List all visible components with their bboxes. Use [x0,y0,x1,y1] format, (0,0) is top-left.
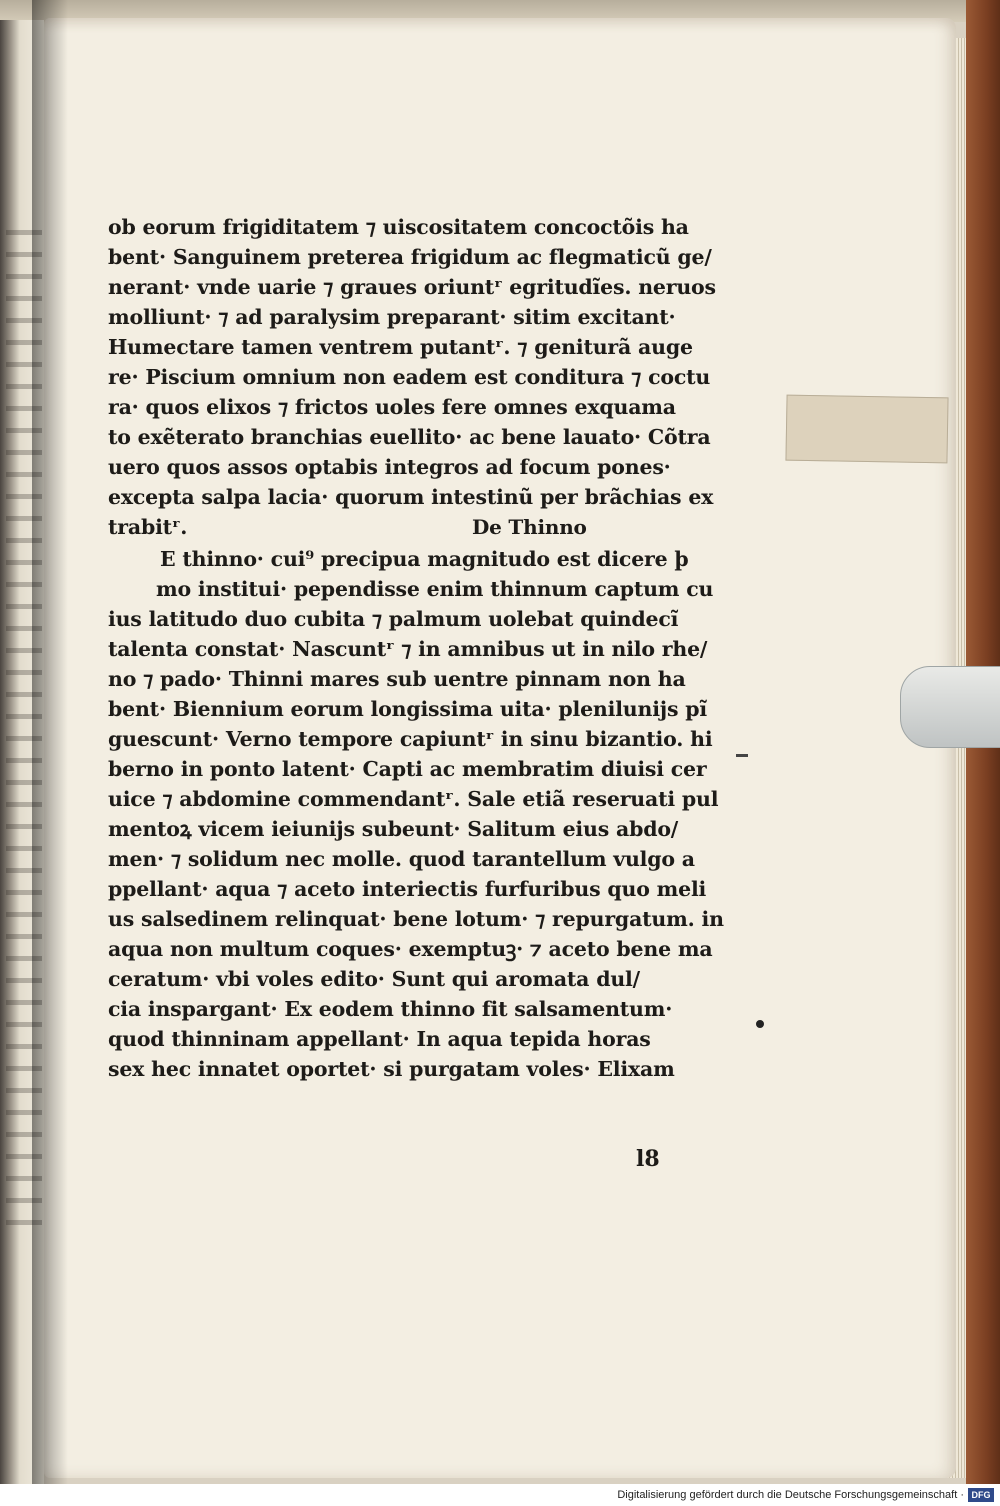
text-line: quod thinninam appellant· In aqua tepida horas [108,1027,651,1051]
margin-dash [736,754,748,757]
text-line: aqua non multum coques· exemptuꝫ· ⁊ aceto bene ma [108,937,713,961]
text-line: trabitʳ. [108,515,188,539]
text-line: bent· Sanguinem preterea frigidum ac flegmaticũ ge/ [108,245,712,269]
text-line: no ⁊ pado· Thinni mares sub uentre pinnam non ha [108,667,686,691]
text-line: sex hec innatet oportet· si purgatam voles· Elixam [108,1057,675,1081]
text-line: mo institui· pependisse enim thinnum captum cu [156,577,714,601]
text-line: mentoꝝ vicem ieiunijs subeunt· Salitum eius abdo/ [108,817,679,841]
footer-bar [0,1484,1000,1506]
paper-tab-slip [785,395,948,464]
margin-dot [756,1020,764,1028]
text-line: ius latitudo duo cubita ⁊ palmum uolebat quindecĩ [108,607,679,631]
text-line: to exẽterato branchias euellito· ac bene lauato· Cõtra [108,425,711,449]
text-line: ra· quos elixos ⁊ frictos uoles fere omnes exquama [108,395,676,419]
text-line: re· Piscium omnium non eadem est conditura ⁊ coctu [108,365,711,389]
text-line: cia inspargant· Ex eodem thinno fit salsamentum· [108,997,673,1021]
text-line: men· ⁊ solidum nec molle. quod tarantellum vulgo a [108,847,695,871]
footer-credit: Digitalisierung gefördert durch die Deutsche Forschungsgemeinschaft · [617,1489,964,1501]
folio-signature: l8 [636,1146,660,1172]
text-line: bent· Biennium eorum longissima uita· plenilunijs pĩ [108,697,708,721]
text-line: Humectare tamen ventrem putantʳ. ⁊ geniturã auge [108,335,693,359]
section-heading: De Thinno [472,515,587,539]
text-line: nerant· vnde uarie ⁊ graues oriuntʳ egritudĩes. neruos [108,275,716,299]
text-line: E thinno· cui⁹ precipua magnitudo est dicere þ [160,547,689,571]
gutter-shadow [32,0,68,1484]
plastic-clip [900,666,1000,748]
text-line: uero quos assos optabis integros ad focum pones· [108,455,671,479]
text-line: excepta salpa lacia· quorum intestinũ per brãchias ex [108,485,714,509]
text-line: uice ⁊ abdomine commendantʳ. Sale etiã reseruati pul [108,787,719,811]
text-line: ob eorum frigiditatem ⁊ uiscositatem concoctõis ha [108,215,689,239]
text-line: talenta constat· Nascuntʳ ⁊ in amnibus ut in nilo rhe/ [108,637,708,661]
text-line: us salsedinem relinquat· bene lotum· ⁊ repurgatum. in [108,907,724,931]
text-line: guescunt· Verno tempore capiuntʳ in sinu bizantio. hi [108,727,713,751]
text-line: molliunt· ⁊ ad paralysim preparant· sitim excitant· [108,305,676,329]
text-line: berno in ponto latent· Capti ac membratim diuisi cer [108,757,707,781]
text-line: ceratum· vbi voles edito· Sunt qui aromata dul/ [108,967,640,991]
dfg-logo: DFG [968,1488,994,1502]
text-line: ppellant· aqua ⁊ aceto interiectis furfuribus quo meli [108,877,707,901]
